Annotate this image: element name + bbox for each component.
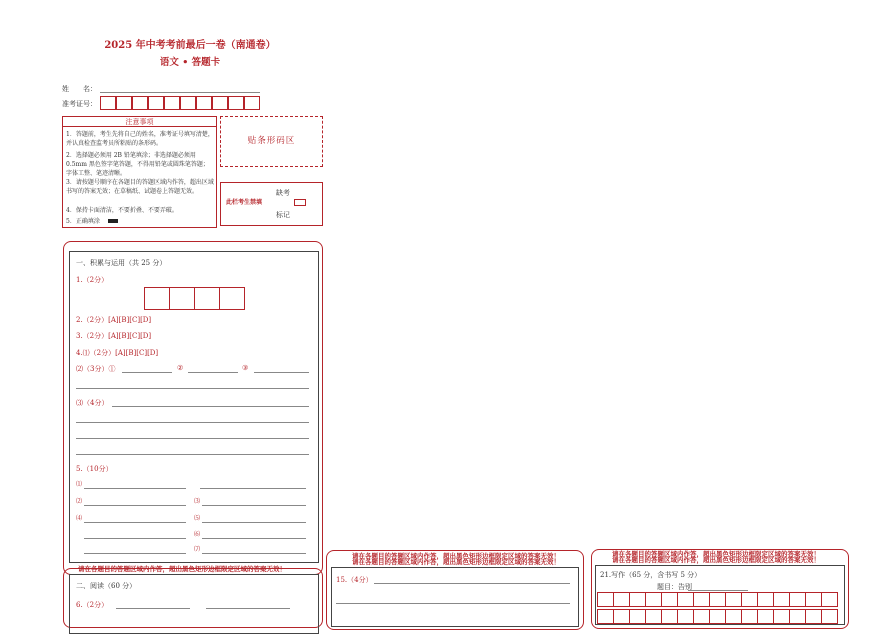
q1-char-cell[interactable] bbox=[169, 287, 195, 310]
absent-checkbox[interactable] bbox=[294, 199, 306, 206]
essay-grid-cell[interactable] bbox=[613, 609, 630, 624]
q5-line-6[interactable] bbox=[202, 538, 306, 539]
essay-topic: 题目：告别 bbox=[657, 583, 692, 591]
page-subtitle: 语文 • 答题卡 bbox=[159, 57, 221, 68]
exam-number-cell[interactable] bbox=[132, 96, 148, 110]
q5-line-5[interactable] bbox=[202, 522, 306, 523]
q4-1-label[interactable]: 4.⑴（2分）[A][B][C][D] bbox=[76, 349, 159, 357]
q5-line-2[interactable] bbox=[84, 505, 186, 506]
essay-grid-cell[interactable] bbox=[597, 592, 614, 607]
q6-label: 6.（2分） bbox=[76, 601, 109, 609]
exam-number-cell[interactable] bbox=[244, 96, 260, 110]
q4-3-line-2[interactable] bbox=[76, 422, 309, 423]
section2-heading: 二、阅读（60 分） bbox=[76, 582, 137, 590]
q6-line-1[interactable] bbox=[116, 608, 190, 609]
filled-sample-mark bbox=[108, 219, 118, 223]
essay-grid-cell[interactable] bbox=[693, 592, 710, 607]
essay-grid-cell[interactable] bbox=[773, 592, 790, 607]
q5-line-7[interactable] bbox=[202, 553, 306, 554]
q4-2-line-3[interactable] bbox=[254, 372, 309, 373]
q21-label: 21.写作（65 分，含书写 5 分） bbox=[600, 571, 702, 579]
q4-2-label-c: ③ bbox=[242, 364, 249, 372]
q5-item-3: ⑶ bbox=[194, 498, 201, 505]
q2-label[interactable]: 2.（2分）[A][B][C][D] bbox=[76, 316, 152, 324]
essay-grid-cell[interactable] bbox=[805, 609, 822, 624]
essay-grid-cell[interactable] bbox=[693, 609, 710, 624]
essay-grid-cell[interactable] bbox=[709, 592, 726, 607]
warning-text-1: 请在各题目的答题区域内作答，超出黑色矩形边框限定区域的答案无效！ bbox=[78, 565, 286, 573]
essay-grid-cell[interactable] bbox=[805, 592, 822, 607]
absent-text: 缺考 bbox=[276, 189, 290, 197]
barcode-area-label: 贴条形码区 bbox=[247, 136, 296, 146]
essay-grid-cell[interactable] bbox=[789, 609, 806, 624]
essay-grid-cell[interactable] bbox=[613, 592, 630, 607]
q4-2-line-4[interactable] bbox=[76, 388, 309, 389]
q15-label: 15.（4分） bbox=[336, 576, 373, 584]
q5-item-2: ⑵ bbox=[76, 498, 83, 505]
notice-title: 注意事项 bbox=[125, 118, 154, 126]
essay-grid-cell[interactable] bbox=[757, 592, 774, 607]
essay-grid-cell[interactable] bbox=[725, 609, 742, 624]
essay-grid-cell[interactable] bbox=[629, 592, 646, 607]
q5-line-3[interactable] bbox=[202, 505, 306, 506]
q4-2-line-1[interactable] bbox=[122, 372, 172, 373]
q5-item-5: ⑸ bbox=[194, 515, 201, 522]
exam-number-cell[interactable] bbox=[116, 96, 132, 110]
exam-number-cell[interactable] bbox=[148, 96, 164, 110]
q4-2-label: ⑵（3分）① bbox=[76, 365, 116, 373]
q5-line-6a[interactable] bbox=[84, 538, 186, 539]
essay-grid-cell[interactable] bbox=[645, 609, 662, 624]
q4-3-label: ⑶（4分） bbox=[76, 399, 109, 407]
warning-text-2b: 请在各题目的答题区域内作答，超出黑色矩形边框限定区域的答案无效！ bbox=[352, 558, 560, 566]
essay-topic-line[interactable] bbox=[688, 590, 748, 591]
q5-item-4: ⑷ bbox=[76, 515, 83, 522]
name-label: 姓 名： bbox=[62, 85, 97, 93]
warning-text-2a: 请在各题目的答题区域内作答，超出黑色矩形边框限定区域的答案无效！ bbox=[352, 552, 560, 560]
notice-item-4: 4．保持卡面清洁，不要折叠、不要弄破。 bbox=[66, 207, 178, 214]
essay-grid-cell[interactable] bbox=[821, 609, 838, 624]
q5-item-7: ⑺ bbox=[194, 546, 201, 553]
essay-grid-cell[interactable] bbox=[725, 592, 742, 607]
q4-2-line-2[interactable] bbox=[188, 372, 238, 373]
essay-grid-cell[interactable] bbox=[789, 592, 806, 607]
q5-line-7a[interactable] bbox=[84, 553, 186, 554]
q5-item-6: ⑹ bbox=[194, 531, 201, 538]
q5-line-1b[interactable] bbox=[200, 488, 306, 489]
essay-grid-cell[interactable] bbox=[645, 592, 662, 607]
q5-line-1[interactable] bbox=[84, 488, 186, 489]
q5-line-4[interactable] bbox=[84, 522, 186, 523]
essay-grid-cell[interactable] bbox=[741, 592, 758, 607]
exam-number-cell[interactable] bbox=[196, 96, 212, 110]
q1-char-cell[interactable] bbox=[144, 287, 170, 310]
essay-grid-cell[interactable] bbox=[661, 592, 678, 607]
q4-3-line-4[interactable] bbox=[76, 454, 309, 455]
notice-item-5: 5．正确填涂 bbox=[66, 218, 100, 225]
q3-label[interactable]: 3.（2分）[A][B][C][D] bbox=[76, 332, 152, 340]
essay-grid-cell[interactable] bbox=[741, 609, 758, 624]
exam-number-cell[interactable] bbox=[212, 96, 228, 110]
q1-label: 1.（2分） bbox=[76, 276, 109, 284]
notice-item-1: 1．答题前，考生先将自己的姓名，准考证号填写清楚，并认真检查监考员所粘贴的条形码。 bbox=[66, 131, 214, 147]
page-title: 2025 年中考考前最后一卷（南通卷） bbox=[104, 40, 276, 51]
q1-char-cell[interactable] bbox=[219, 287, 245, 310]
notice-item-3: 3．请按题号顺序在各题目的答题区域内作答，超出区域书写的答案无效；在草稿纸、试题卷上答题无效。 bbox=[66, 179, 214, 195]
exam-no-label: 准考证号： bbox=[62, 100, 97, 108]
section1-heading: 一、积累与运用（共 25 分） bbox=[76, 259, 167, 267]
exam-number-cell[interactable] bbox=[180, 96, 196, 110]
q5-item-1: ⑴ bbox=[76, 481, 83, 488]
q4-3-line-3[interactable] bbox=[76, 438, 309, 439]
essay-grid-cell[interactable] bbox=[677, 592, 694, 607]
essay-grid-cell[interactable] bbox=[757, 609, 774, 624]
absent-note: 此栏考生禁填 bbox=[226, 199, 263, 206]
essay-grid-cell[interactable] bbox=[773, 609, 790, 624]
q4-2-label-b: ② bbox=[177, 364, 184, 372]
exam-number-cell[interactable] bbox=[164, 96, 180, 110]
q15-line-1[interactable] bbox=[374, 583, 570, 584]
q15-line-2[interactable] bbox=[336, 603, 570, 604]
name-field[interactable] bbox=[100, 92, 260, 93]
essay-grid-cell[interactable] bbox=[629, 609, 646, 624]
exam-number-cell[interactable] bbox=[228, 96, 244, 110]
warning-text-3b: 请在各题目的答题区域内作答，超出黑色矩形边框限定区域的答案无效！ bbox=[612, 556, 820, 564]
essay-grid-cell[interactable] bbox=[709, 609, 726, 624]
q6-line-2[interactable] bbox=[206, 608, 290, 609]
essay-grid-cell[interactable] bbox=[661, 609, 678, 624]
q4-3-line-1[interactable] bbox=[112, 406, 309, 407]
mark-text: 标记 bbox=[276, 211, 290, 219]
essay-grid-cell[interactable] bbox=[821, 592, 838, 607]
essay-grid-cell[interactable] bbox=[597, 609, 614, 624]
q1-char-cell[interactable] bbox=[194, 287, 220, 310]
notice-item-2: 2．选择题必须用 2B 铅笔填涂；非选择题必须用 0.5mm 黑色签字笔答题，不得用铅笔或圆珠笔答题；字体工整、笔迹清晰。 bbox=[66, 152, 209, 177]
warning-text-3a: 请在各题目的答题区域内作答，超出黑色矩形边框限定区域的答案无效！ bbox=[612, 550, 820, 558]
exam-number-cell[interactable] bbox=[100, 96, 116, 110]
q5-label: 5.（10分） bbox=[76, 465, 113, 473]
essay-grid-cell[interactable] bbox=[677, 609, 694, 624]
